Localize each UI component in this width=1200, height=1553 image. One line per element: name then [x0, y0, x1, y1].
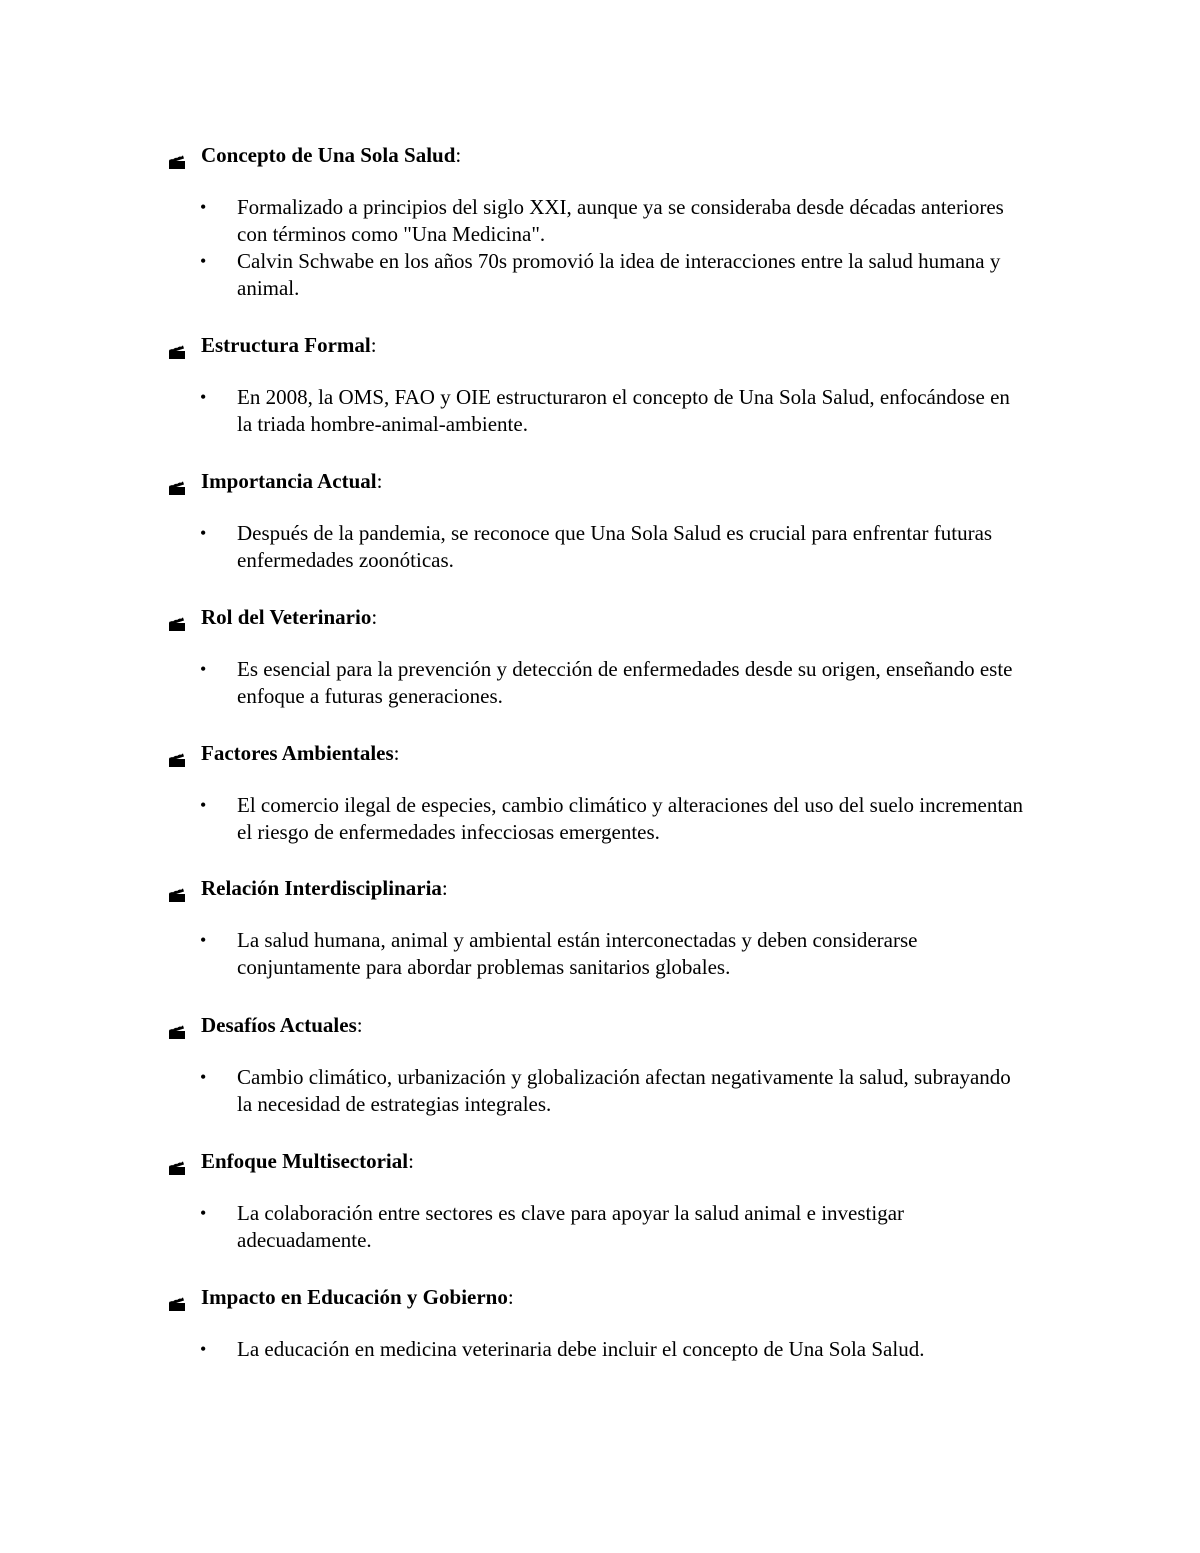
section-heading [168, 330, 377, 360]
bullet-icon: • [200, 659, 207, 679]
clapperboard-icon [168, 338, 186, 354]
bullet-text: El comercio ilegal de especies, cambio climático y alteraciones del uso del suelo incrementan el riesgo de enfermedades infecciosas emergentes. [237, 793, 1024, 844]
section-heading [168, 873, 448, 903]
section-heading [168, 602, 377, 632]
bullet-text: La colaboración entre sectores es clave para apoyar la salud animal e investigar adecuadamente. [237, 1201, 905, 1252]
list-item [0, 656, 1027, 710]
section-title-colon: : [370, 333, 377, 357]
bullet-list [0, 656, 1200, 710]
bullet-icon: • [200, 1203, 207, 1223]
clapperboard-icon [168, 746, 186, 762]
list-item [0, 1200, 1027, 1254]
list-item [0, 927, 1027, 981]
section-title-colon: : [455, 143, 462, 167]
list-item [0, 792, 1027, 846]
section-heading [168, 140, 461, 170]
clapperboard-icon [168, 148, 186, 164]
bullet-list [0, 792, 1200, 846]
bullet-icon: • [200, 930, 207, 950]
section-title: Rol del Veterinario [201, 605, 372, 629]
bullet-icon: • [200, 795, 207, 815]
section-heading [168, 1010, 363, 1040]
clapperboard-icon [168, 610, 186, 626]
bullet-list [0, 1200, 1200, 1254]
section-title-colon: : [441, 876, 448, 900]
bullet-text: Cambio climático, urbanización y globalización afectan negativamente la salud, subrayando la necesidad de estrategias integrales. [237, 1065, 1011, 1116]
section-title: Concepto de Una Sola Salud [201, 143, 456, 167]
clapperboard-icon [168, 1018, 186, 1034]
list-item [0, 520, 1027, 574]
section-title-colon: : [408, 1149, 414, 1173]
section-title: Importancia Actual [201, 469, 377, 493]
bullet-list [0, 384, 1200, 438]
bullet-text: La educación en medicina veterinaria debe incluir el concepto de Una Sola Salud. [237, 1337, 925, 1361]
bullet-icon: • [200, 251, 207, 271]
section-title: Relación Interdisciplinaria [201, 876, 442, 900]
section-title-colon: : [393, 741, 400, 765]
section-title-colon: : [356, 1013, 363, 1037]
section-title-colon: : [507, 1285, 514, 1309]
bullet-icon: • [200, 1339, 207, 1359]
bullet-text: En 2008, la OMS, FAO y OIE estructuraron el concepto de Una Sola Salud, enfocándose en la triada hombre-animal-ambiente. [237, 385, 1010, 436]
bullet-text: Después de la pandemia, se reconoce que Una Sola Salud es crucial para enfrentar futuras enfermedades zoonóticas. [237, 521, 993, 572]
section-heading [168, 738, 400, 768]
bullet-list [0, 1336, 1200, 1363]
bullet-list [0, 1064, 1200, 1118]
clapperboard-icon [168, 1154, 186, 1170]
section-title: Enfoque Multisectorial [201, 1149, 409, 1173]
clapperboard-icon [168, 1290, 186, 1306]
bullet-list [0, 194, 1200, 302]
section-heading [168, 1282, 514, 1312]
section-title: Estructura Formal [201, 333, 371, 357]
list-item [0, 248, 1027, 302]
list-item [0, 384, 1027, 438]
bullet-icon: • [200, 197, 207, 217]
list-item [0, 1064, 1027, 1118]
bullet-text: La salud humana, animal y ambiental están interconectadas y deben considerarse conjuntamente para abordar problemas sanitarios globales. [237, 928, 918, 979]
bullet-icon: • [200, 387, 207, 407]
section-title: Factores Ambientales [201, 741, 394, 765]
section-title: Desafíos Actuales [201, 1013, 357, 1037]
bullet-text: Es esencial para la prevención y detección de enfermedades desde su origen, enseñando este enfoque a futuras generaciones. [237, 657, 1013, 708]
clapperboard-icon [168, 881, 186, 897]
clapperboard-icon [168, 474, 186, 490]
section-heading [168, 1146, 414, 1176]
list-item [0, 1336, 1027, 1363]
bullet-list [0, 927, 1200, 981]
list-item [0, 194, 1027, 248]
section-heading [168, 466, 382, 496]
section-title-colon: : [376, 469, 383, 493]
bullet-icon: • [200, 1067, 207, 1087]
section-title: Impacto en Educación y Gobierno [201, 1285, 508, 1309]
section-title-colon: : [371, 605, 378, 629]
bullet-text: Calvin Schwabe en los años 70s promovió la idea de interacciones entre la salud humana y animal. [237, 249, 1001, 300]
bullet-text: Formalizado a principios del siglo XXI, aunque ya se consideraba desde décadas anteriores con términos como "Una Medicina". [237, 195, 1004, 246]
bullet-icon: • [200, 523, 207, 543]
bullet-list [0, 520, 1200, 574]
